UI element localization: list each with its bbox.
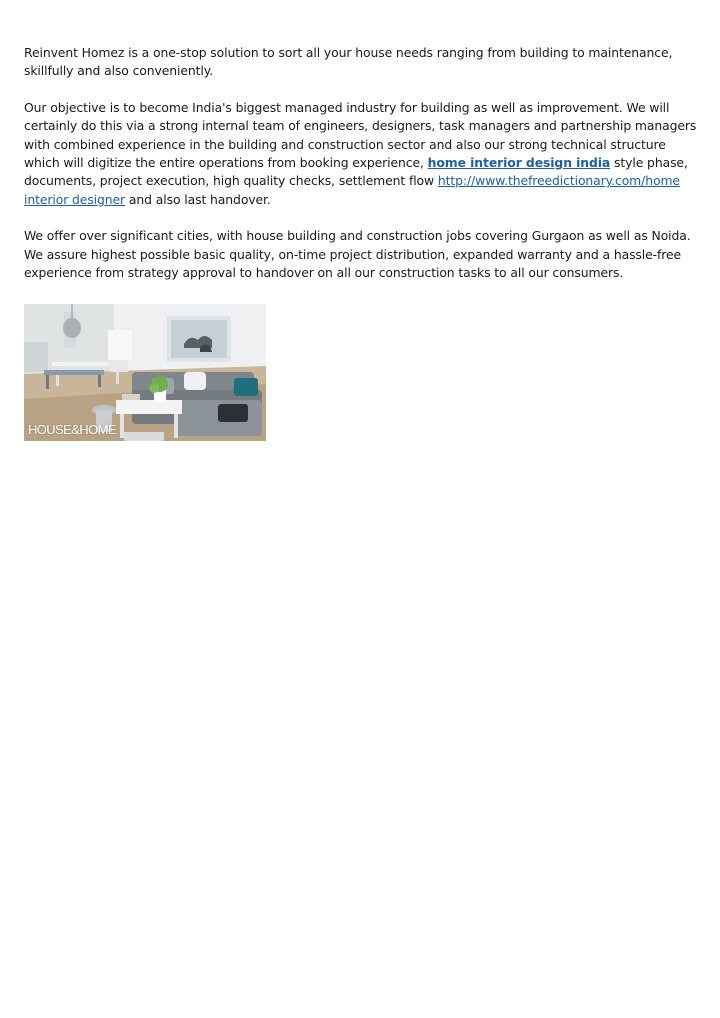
paragraph-objective-text-2: style phase, documents, project execution, high quality checks, settlement flow <box>24 155 688 189</box>
paragraph-objective-text-1: Our objective is to become India's biggest managed industry for building as well as improvement. We will certainly do this via a strong internal team of engineers, designers, task managers and partnership managers with combined experience in the building and construction sector and also our strong technical structure which will digitize the entire operations from booking experience, <box>24 99 697 171</box>
paragraph-objective <box>24 99 700 209</box>
paragraph-cities: We offer over significant cities, with house building and construction jobs covering Gurgaon as well as Noida. We assure highest possible basic quality, on-time project distribution, expanded warranty and a hassle-free experience from strategy approval to handover on all our construction tasks to all our consumers. <box>24 228 691 281</box>
living-room-photo <box>24 304 266 441</box>
freedictionary-link[interactable]: http://www.thefreedictionary.com/home interior designer <box>24 173 680 207</box>
home-interior-design-link[interactable]: home interior design india <box>427 155 611 171</box>
photo-watermark: HOUSE&HOME <box>28 422 116 437</box>
paragraph-intro: Reinvent Homez is a one-stop solution to sort all your house needs ranging from building to maintenance, skillfully and also conveniently. <box>24 45 673 79</box>
article-body <box>24 44 700 300</box>
paragraph-objective-text-3: and also last handover. <box>125 191 271 207</box>
